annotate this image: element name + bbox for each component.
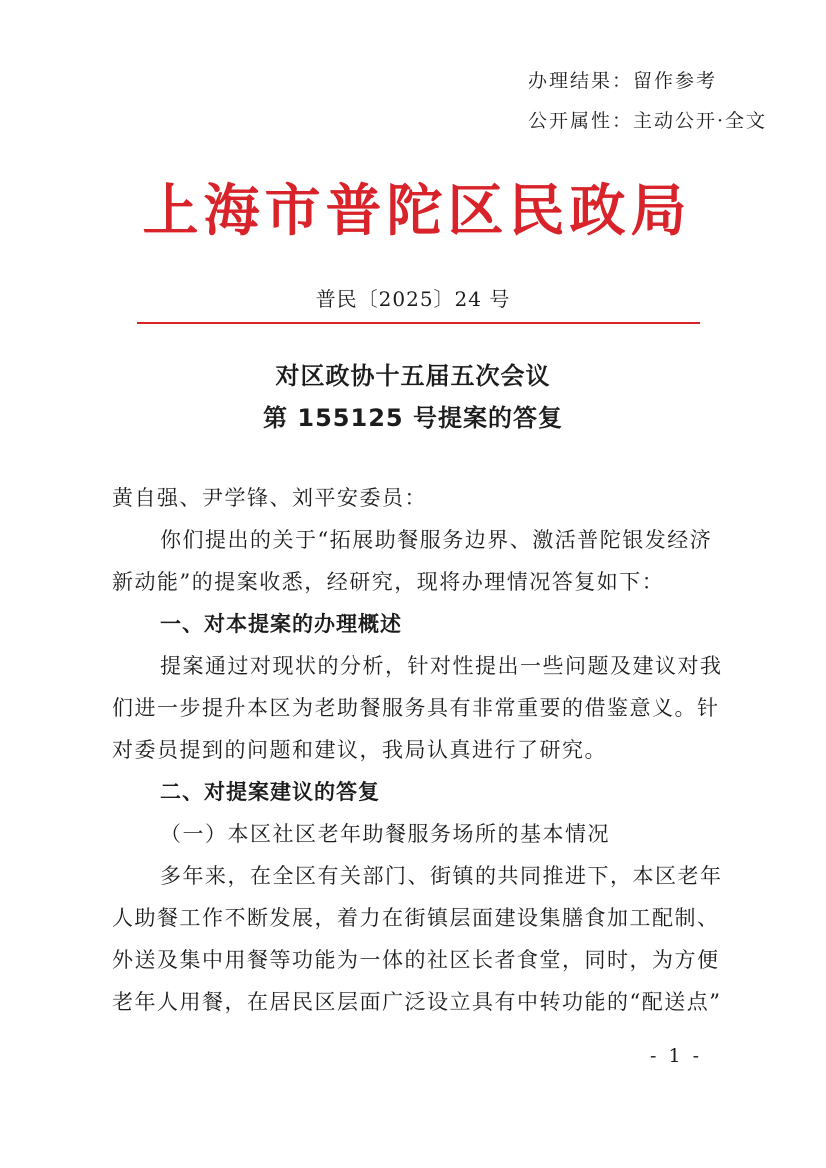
paragraph-line: 提案通过对现状的分析，针对性提出一些问题及建议对我 (160, 654, 723, 678)
paragraph-line: 新动能”的提案收悉，经研究，现将办理情况答复如下： (112, 570, 665, 594)
issuing-organization-title: 上海市普陀区民政局 (142, 178, 692, 244)
subsection-heading: （一）本区社区老年助餐服务场所的基本情况 (160, 822, 610, 846)
document-title-line-2: 第 155125 号提案的答复 (263, 404, 563, 432)
disclosure-attribute-value: 主动公开·全文 (633, 110, 768, 132)
paragraph-line: 们进一步提升本区为老助餐服务具有非常重要的借鉴意义。针 (112, 696, 720, 720)
page-number: - 1 - (650, 1045, 703, 1067)
paragraph-line: 人助餐工作不断发展，着力在街镇层面建设集膳食加工配制、 (112, 906, 720, 930)
salutation: 黄自强、尹学锋、刘平安委员： (112, 486, 427, 510)
document-title-line-1: 对区政协十五届五次会议 (275, 362, 551, 390)
document-number: 普民〔2025〕24 号 (315, 287, 511, 311)
paragraph-line: 对委员提到的问题和建议，我局认真进行了研究。 (112, 738, 607, 762)
paragraph-line: 你们提出的关于“拓展助餐服务边界、激活普陀银发经济 (160, 528, 713, 552)
section-heading-reply: 二、对提案建议的答复 (160, 780, 380, 804)
paragraph-line: 外送及集中用餐等功能为一体的社区长者食堂，同时，为方便 (112, 948, 720, 972)
handling-result-value: 留作参考 (633, 70, 718, 92)
handling-result (528, 66, 717, 93)
section-heading-overview: 一、对本提案的办理概述 (160, 612, 402, 636)
handling-result-label: 办理结果： (528, 70, 634, 92)
paragraph-line: 多年来，在全区有关部门、街镇的共同推进下，本区老年 (160, 864, 723, 888)
red-separator-line (137, 322, 700, 324)
document-body (112, 477, 723, 1023)
paragraph-line: 老年人用餐，在居民区层面广泛设立具有中转功能的“配送点” (112, 990, 722, 1014)
disclosure-attribute-label: 公开属性： (528, 110, 634, 132)
disclosure-attribute (528, 106, 767, 133)
